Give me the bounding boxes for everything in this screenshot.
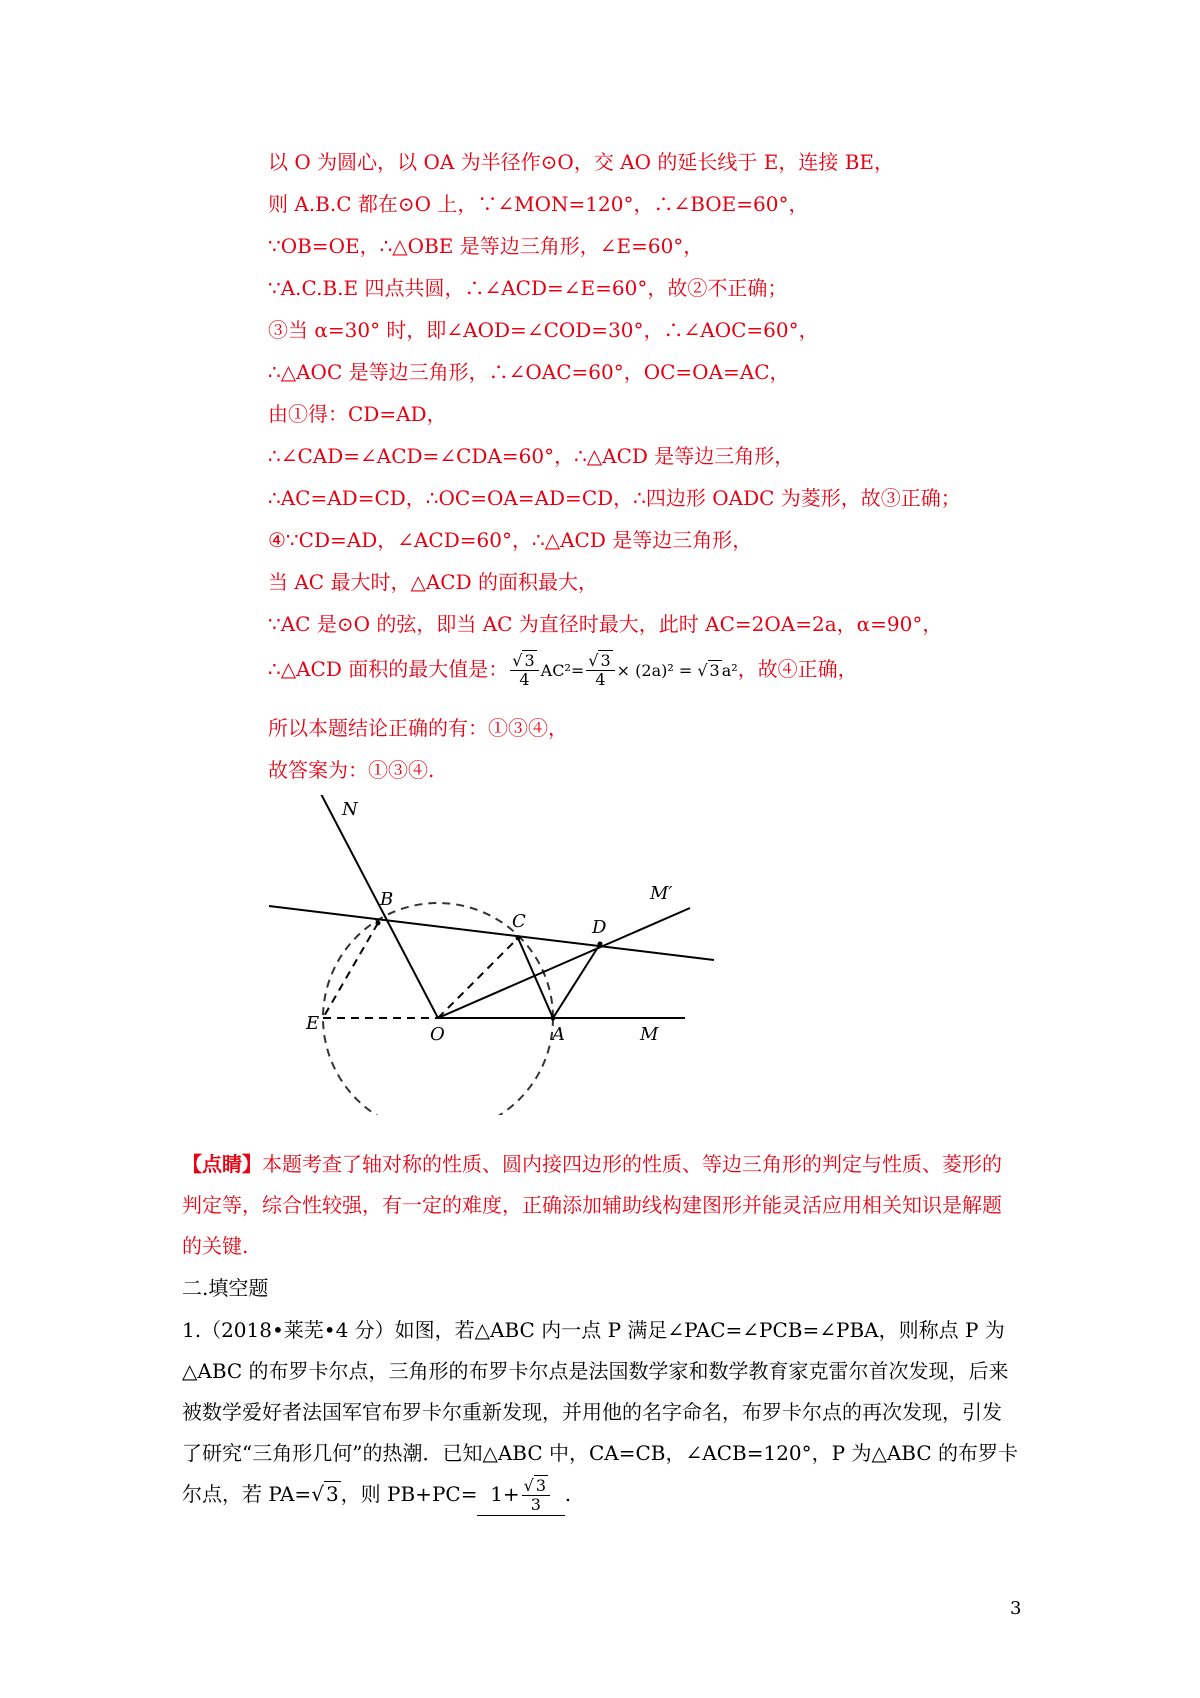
solution-line: 当 AC 最大时，△ACD 的面积最大， [268,570,598,594]
times-2a-squared: × (2a)² = [616,661,698,680]
solution-line: ∴∠CAD=∠ACD=∠CDA=60°，∴△ACD 是等边三角形， [268,444,795,468]
sqrt-radicand: 3 [600,651,611,670]
comment-text: 本题考查了轴对称的性质、圆内接四边形的性质、等边三角形的判定与性质、菱形的判定等，综合性较强，有一定的难度，正确添加辅助线构建图形并能灵活应用相关知识是解题的关键. [182,1152,1002,1258]
segment-ad [553,944,600,1018]
circle-o [323,903,553,1115]
solution-line: 由①得：CD=AD， [268,402,447,426]
label-c: C [512,911,526,932]
sqrt3-a-squared: √ 3 a² [697,661,738,680]
sqrt-radicand: 3 [325,1482,339,1506]
label-m-prime: M′ [650,883,673,904]
section-title: 二.填空题 [182,1276,269,1300]
sqrt-radicand: 3 [535,1476,547,1495]
solution-line: ∴AC=AD=CD，∴OC=OA=AD=CD，∴四边形 OADC 为菱形，故③正确； [268,486,961,510]
fraction-sqrt3-over-4: $\frac{√ 3}{4}$ [510,652,538,689]
page-number: 3 [1010,1598,1022,1619]
a-squared: a² [721,661,738,680]
label-o: O [430,1024,445,1045]
answer-integer: 1+ [490,1482,520,1506]
answer-line: 故答案为：①③④. [268,758,435,782]
fraction-denominator: 4 [519,670,530,689]
sqrt-radicand: 3 [524,651,535,670]
answer-fraction: $\frac{√ 3}{3}$ [522,1477,550,1514]
label-n: N [342,799,358,820]
pa-value: √ 3 [311,1482,339,1506]
sqrt-radicand: 3 [709,661,720,680]
max-area-line [268,652,858,689]
ac-squared: AC²= [540,661,585,680]
problem-end: . [564,1482,572,1506]
segment-be [323,923,378,1018]
solution-line: 以 O 为圆心，以 OA 为半径作⊙O，交 AO 的延长线于 E，连接 BE， [268,150,894,174]
problem-text: 1.（2018•莱芜•4 分）如图，若△ABC 内一点 P 满足∠PAC=∠PCB=∠PBA，则称点 P 为△ABC 的布罗卡尔点，三角形的布罗卡尔点是法国数学家和数学教育家克雷尔首次发现，后来被数学爱好者法国军官布罗卡尔重新发现，并用他的名字命名，布罗卡尔点的再次发现，引发了研究“三角形几何”的热潮．已知△ABC 中，CA=CB，∠ACB=120°，P 为△ABC 的布罗卡尔点，若 PA= [182,1318,1019,1506]
point-d [598,942,603,947]
fraction-sqrt3-over-4-b: $\frac{√ 3}{4}$ [586,652,614,689]
comment-tag: 【点睛】 [182,1152,262,1176]
fraction-denominator: 4 [595,670,606,689]
solution-line: 则 A.B.C 都在⊙O 上，∵∠MON=120°，∴∠BOE=60°， [268,192,809,216]
solution-line: ∴△AOC 是等边三角形，∴∠OAC=60°，OC=OA=AC， [268,360,790,384]
solution-line: ③当 α=30° 时，即∠AOD=∠COD=30°，∴∠AOC=60°， [268,318,819,342]
label-e: E [306,1013,320,1034]
answer-blank [477,1474,564,1516]
conclusion-line: 所以本题结论正确的有：①③④， [268,716,568,740]
problem-mid: ，则 PB+PC= [340,1482,478,1506]
segment-oc [438,938,518,1018]
label-a: A [552,1024,565,1045]
solution-line: ④∵CD=AD，∠ACD=60°，∴△ACD 是等边三角形， [268,528,753,552]
geometry-figure [260,795,720,1115]
point-c [516,936,521,941]
label-m: M [640,1024,659,1045]
label-b: B [380,889,394,910]
problem-paragraph [182,1310,1020,1516]
solution-line: ∵A.C.B.E 四点共圆，∴∠ACD=∠E=60°，故②不正确； [268,276,788,300]
comment-paragraph [182,1144,1020,1267]
solution-line: ∵OB=OE，∴△OBE 是等边三角形，∠E=60°， [268,234,704,258]
line-bcd [269,906,714,960]
max-area-prefix: ∴△ACD 面积的最大值是： [268,657,509,681]
max-area-suffix: ，故④正确， [737,657,858,681]
solution-line: ∵AC 是⊙O 的弦，即当 AC 为直径时最大，此时 AC=2OA=2a，α=90°， [268,612,943,636]
label-d: D [592,917,607,938]
point-b [376,921,381,926]
fraction-denominator: 3 [530,1495,541,1514]
point-a [551,1016,556,1021]
segment-ca [518,938,553,1018]
ray-on [320,795,438,1018]
